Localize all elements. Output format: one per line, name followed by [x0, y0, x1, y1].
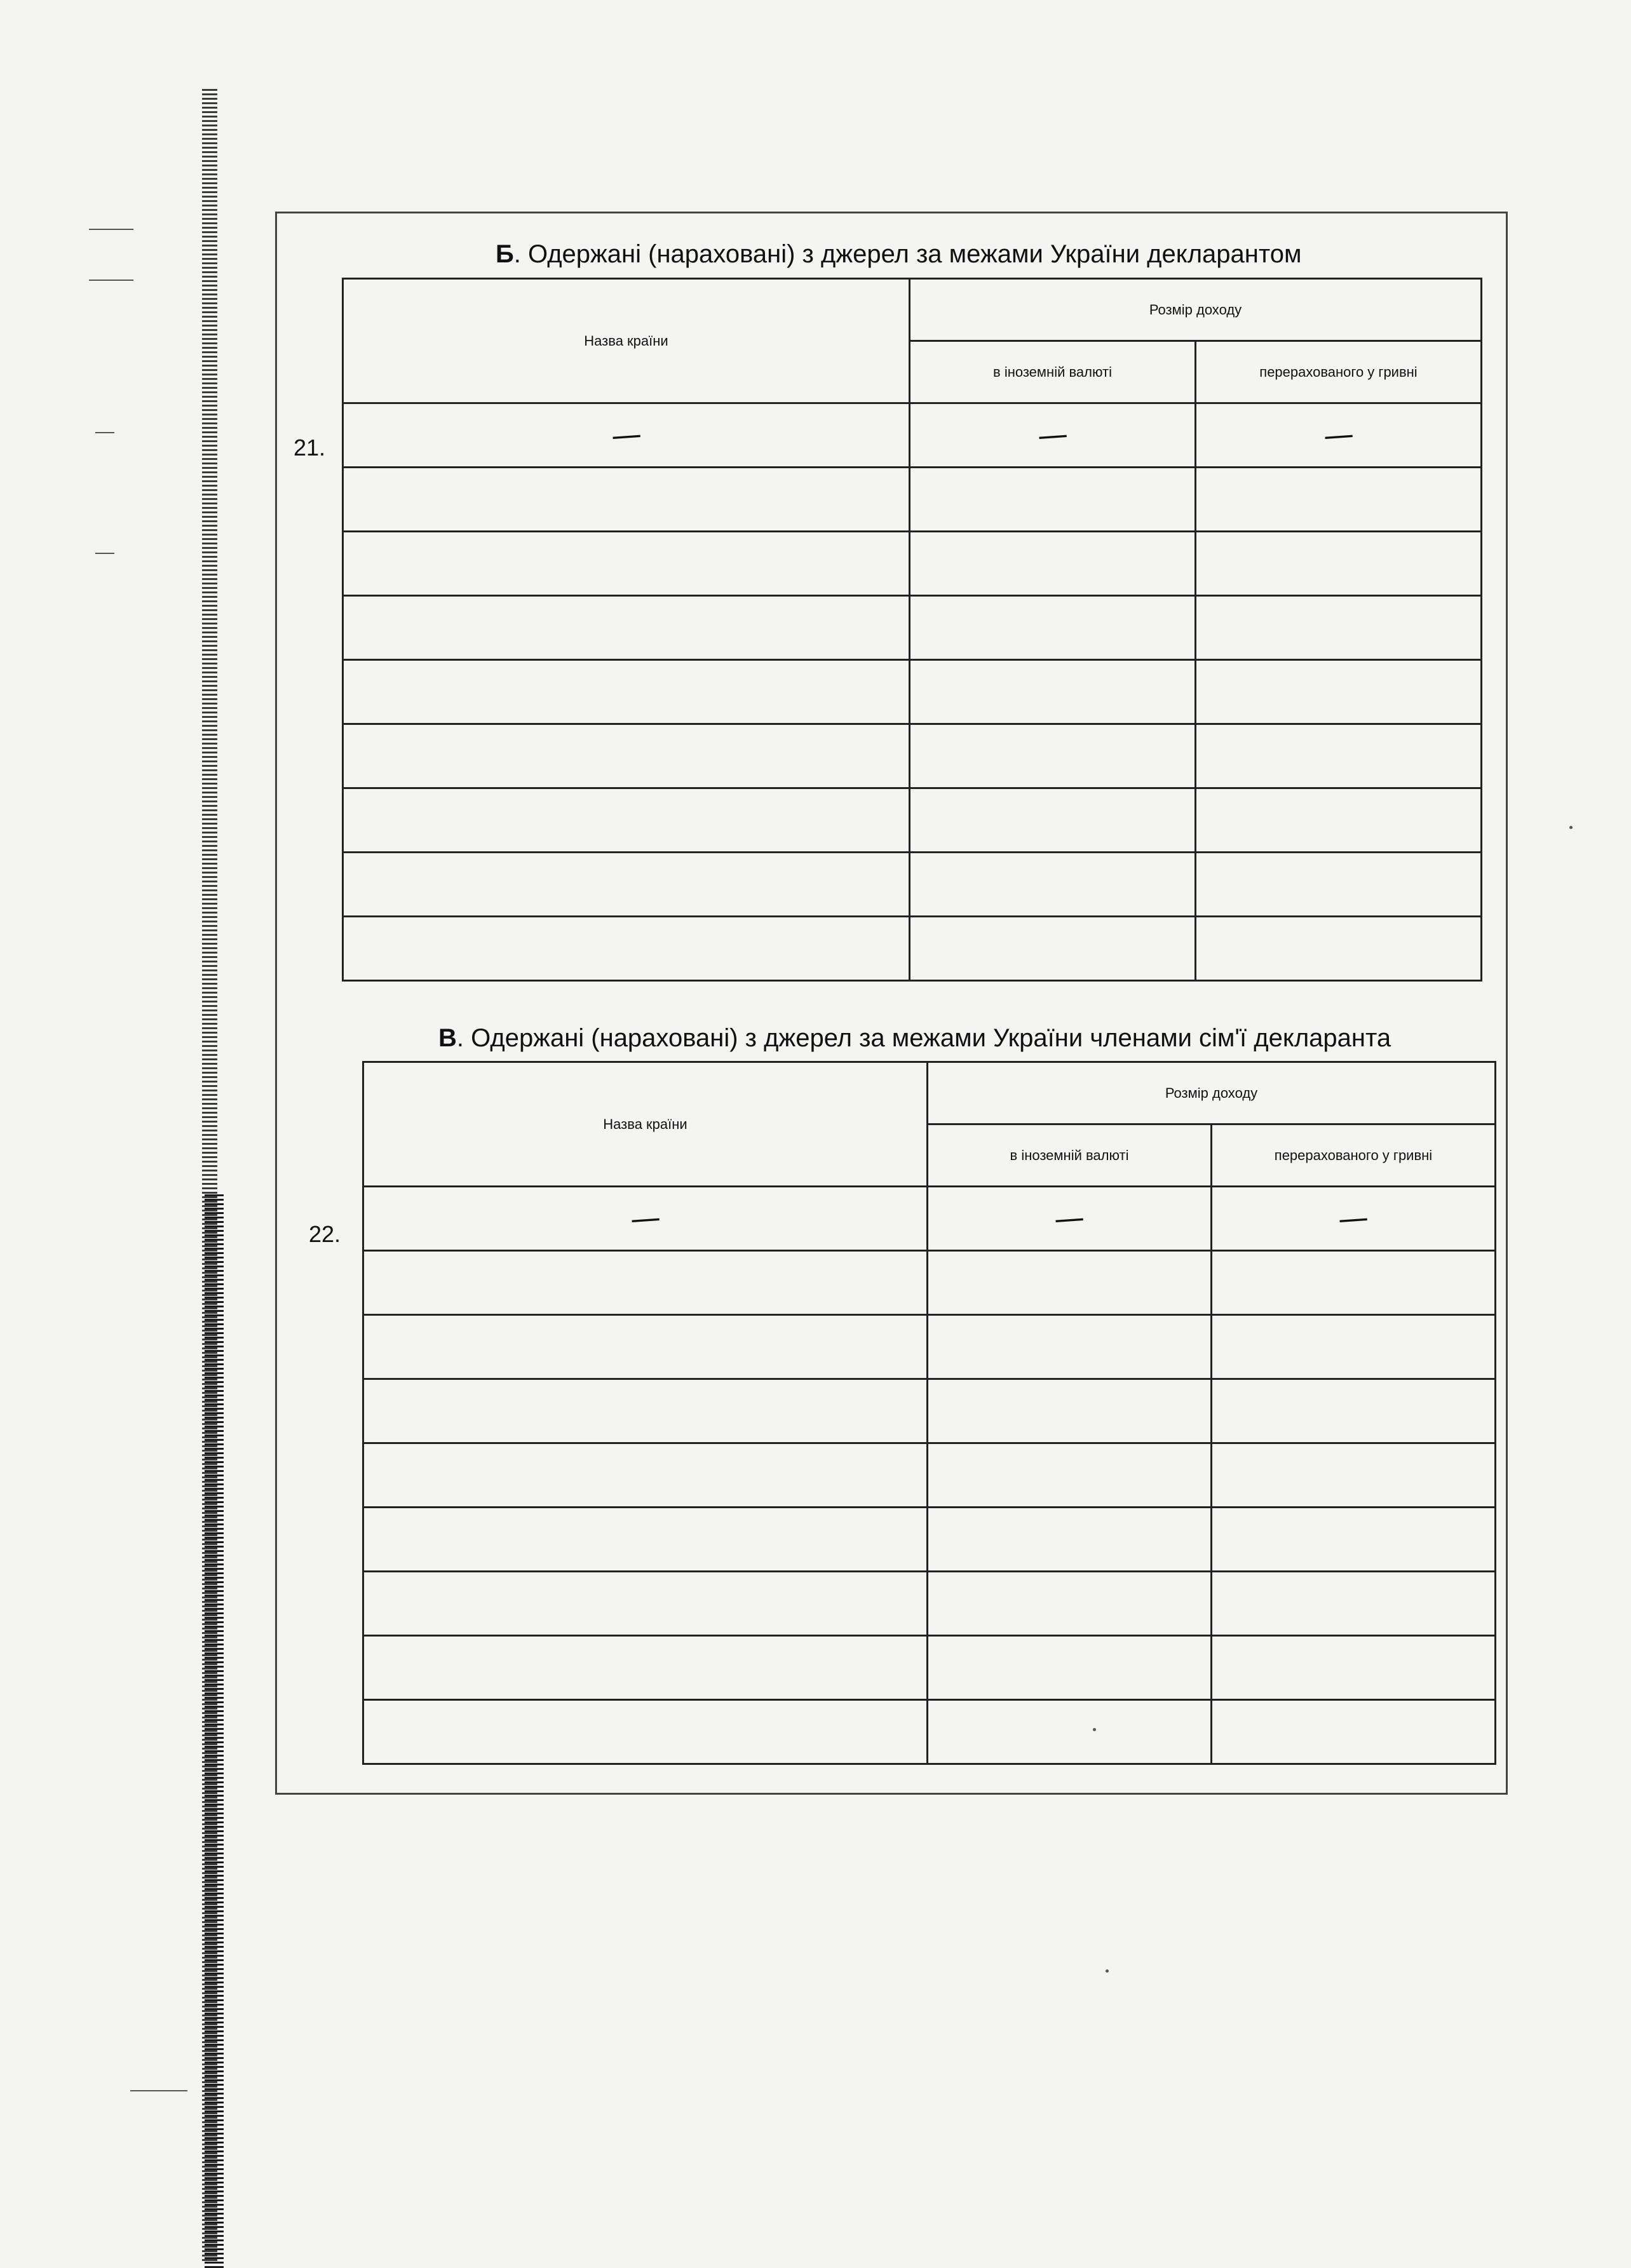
cell-country — [343, 660, 910, 724]
margin-mark — [89, 280, 133, 281]
table-row — [363, 1187, 1496, 1251]
cell-country — [363, 1636, 928, 1700]
cell-country — [343, 596, 910, 660]
cell-country — [343, 788, 910, 853]
cell-foreign-currency — [928, 1700, 1212, 1764]
section-c-table — [362, 1061, 1496, 1765]
table-row — [363, 1572, 1496, 1636]
header-income-size: Розмір доходу — [928, 1062, 1496, 1124]
margin-mark — [95, 553, 114, 554]
section-b-row-number: 21. — [294, 435, 326, 461]
cell-value: — — [1337, 1199, 1370, 1238]
cell-country — [363, 1508, 928, 1572]
cell-country — [343, 403, 910, 468]
cell-uah — [1212, 1443, 1496, 1508]
table-row — [363, 1315, 1496, 1379]
cell-country — [343, 724, 910, 788]
cell-country — [363, 1251, 928, 1315]
cell-foreign-currency — [910, 660, 1196, 724]
cell-foreign-currency — [910, 403, 1196, 468]
cell-foreign-currency — [928, 1315, 1212, 1379]
cell-uah — [1196, 853, 1482, 917]
cell-country — [363, 1187, 928, 1251]
margin-mark — [130, 2090, 187, 2091]
cell-value: — — [609, 416, 643, 454]
cell-foreign-currency — [910, 917, 1196, 981]
cell-country — [363, 1443, 928, 1508]
cell-uah — [1212, 1700, 1496, 1764]
cell-country — [343, 917, 910, 981]
cell-uah — [1196, 788, 1482, 853]
cell-foreign-currency — [928, 1187, 1212, 1251]
section-c-title — [438, 1024, 1391, 1053]
cell-value: — — [1036, 416, 1069, 454]
header-uah: перерахованого у гривні — [1196, 341, 1482, 403]
header-income-size: Розмір доходу — [910, 279, 1482, 341]
cell-country — [343, 853, 910, 917]
cell-uah — [1196, 724, 1482, 788]
cell-value: — — [628, 1199, 662, 1238]
table-row — [343, 596, 1482, 660]
cell-uah — [1196, 468, 1482, 532]
cell-uah — [1212, 1636, 1496, 1700]
table-row — [343, 532, 1482, 596]
cell-uah — [1212, 1508, 1496, 1572]
table-row — [343, 660, 1482, 724]
header-country: Назва країни — [343, 279, 910, 403]
cell-country — [363, 1315, 928, 1379]
cell-value: — — [1053, 1199, 1086, 1238]
cell-foreign-currency — [910, 468, 1196, 532]
table-row — [363, 1700, 1496, 1764]
cell-foreign-currency — [928, 1251, 1212, 1315]
cell-uah — [1196, 660, 1482, 724]
cell-country — [343, 468, 910, 532]
cell-country — [363, 1700, 928, 1764]
cell-foreign-currency — [910, 853, 1196, 917]
cell-uah — [1196, 596, 1482, 660]
cell-foreign-currency — [928, 1508, 1212, 1572]
cell-foreign-currency — [928, 1572, 1212, 1636]
cell-uah — [1212, 1251, 1496, 1315]
margin-mark — [95, 432, 114, 433]
cell-uah — [1212, 1315, 1496, 1379]
table-row — [343, 853, 1482, 917]
cell-uah — [1196, 532, 1482, 596]
table-row — [343, 724, 1482, 788]
table-row — [363, 1379, 1496, 1443]
table-row — [363, 1443, 1496, 1508]
table-row — [363, 1508, 1496, 1572]
scan-speck — [1106, 1969, 1109, 1973]
cell-uah — [1196, 403, 1482, 468]
section-b-table — [342, 278, 1482, 982]
cell-uah — [1196, 917, 1482, 981]
cell-foreign-currency — [910, 724, 1196, 788]
table-row — [343, 468, 1482, 532]
cell-uah — [1212, 1572, 1496, 1636]
cell-foreign-currency — [928, 1636, 1212, 1700]
header-uah: перерахованого у гривні — [1212, 1124, 1496, 1187]
table-row — [363, 1251, 1496, 1315]
cell-foreign-currency — [928, 1443, 1212, 1508]
cell-uah — [1212, 1187, 1496, 1251]
section-b-title-text: . Одержані (нараховані) з джерел за межами України декларантом — [513, 240, 1302, 268]
margin-mark — [89, 229, 133, 230]
cell-uah — [1212, 1379, 1496, 1443]
cell-foreign-currency — [910, 788, 1196, 853]
section-b-letter: Б — [496, 240, 514, 268]
cell-foreign-currency — [910, 596, 1196, 660]
table-row — [343, 403, 1482, 468]
cell-foreign-currency — [928, 1379, 1212, 1443]
cell-country — [363, 1572, 928, 1636]
section-c-letter: В — [438, 1024, 457, 1052]
cell-foreign-currency — [910, 532, 1196, 596]
scan-speck — [1569, 826, 1573, 829]
table-row — [363, 1636, 1496, 1700]
header-country: Назва країни — [363, 1062, 928, 1187]
cell-country — [343, 532, 910, 596]
cell-value: — — [1322, 416, 1355, 454]
section-c-row-number: 22. — [309, 1221, 341, 1247]
section-c-title-text: . Одержані (нараховані) з джерел за межами України членами сім'ї декларанта — [456, 1024, 1391, 1052]
table-row — [343, 788, 1482, 853]
header-foreign-currency: в іноземній валюті — [910, 341, 1196, 403]
header-foreign-currency: в іноземній валюті — [928, 1124, 1212, 1187]
scan-speck — [1093, 1728, 1096, 1731]
binding-edge — [205, 1194, 224, 2268]
section-b-title — [496, 240, 1302, 269]
cell-country — [363, 1379, 928, 1443]
table-row — [343, 917, 1482, 981]
